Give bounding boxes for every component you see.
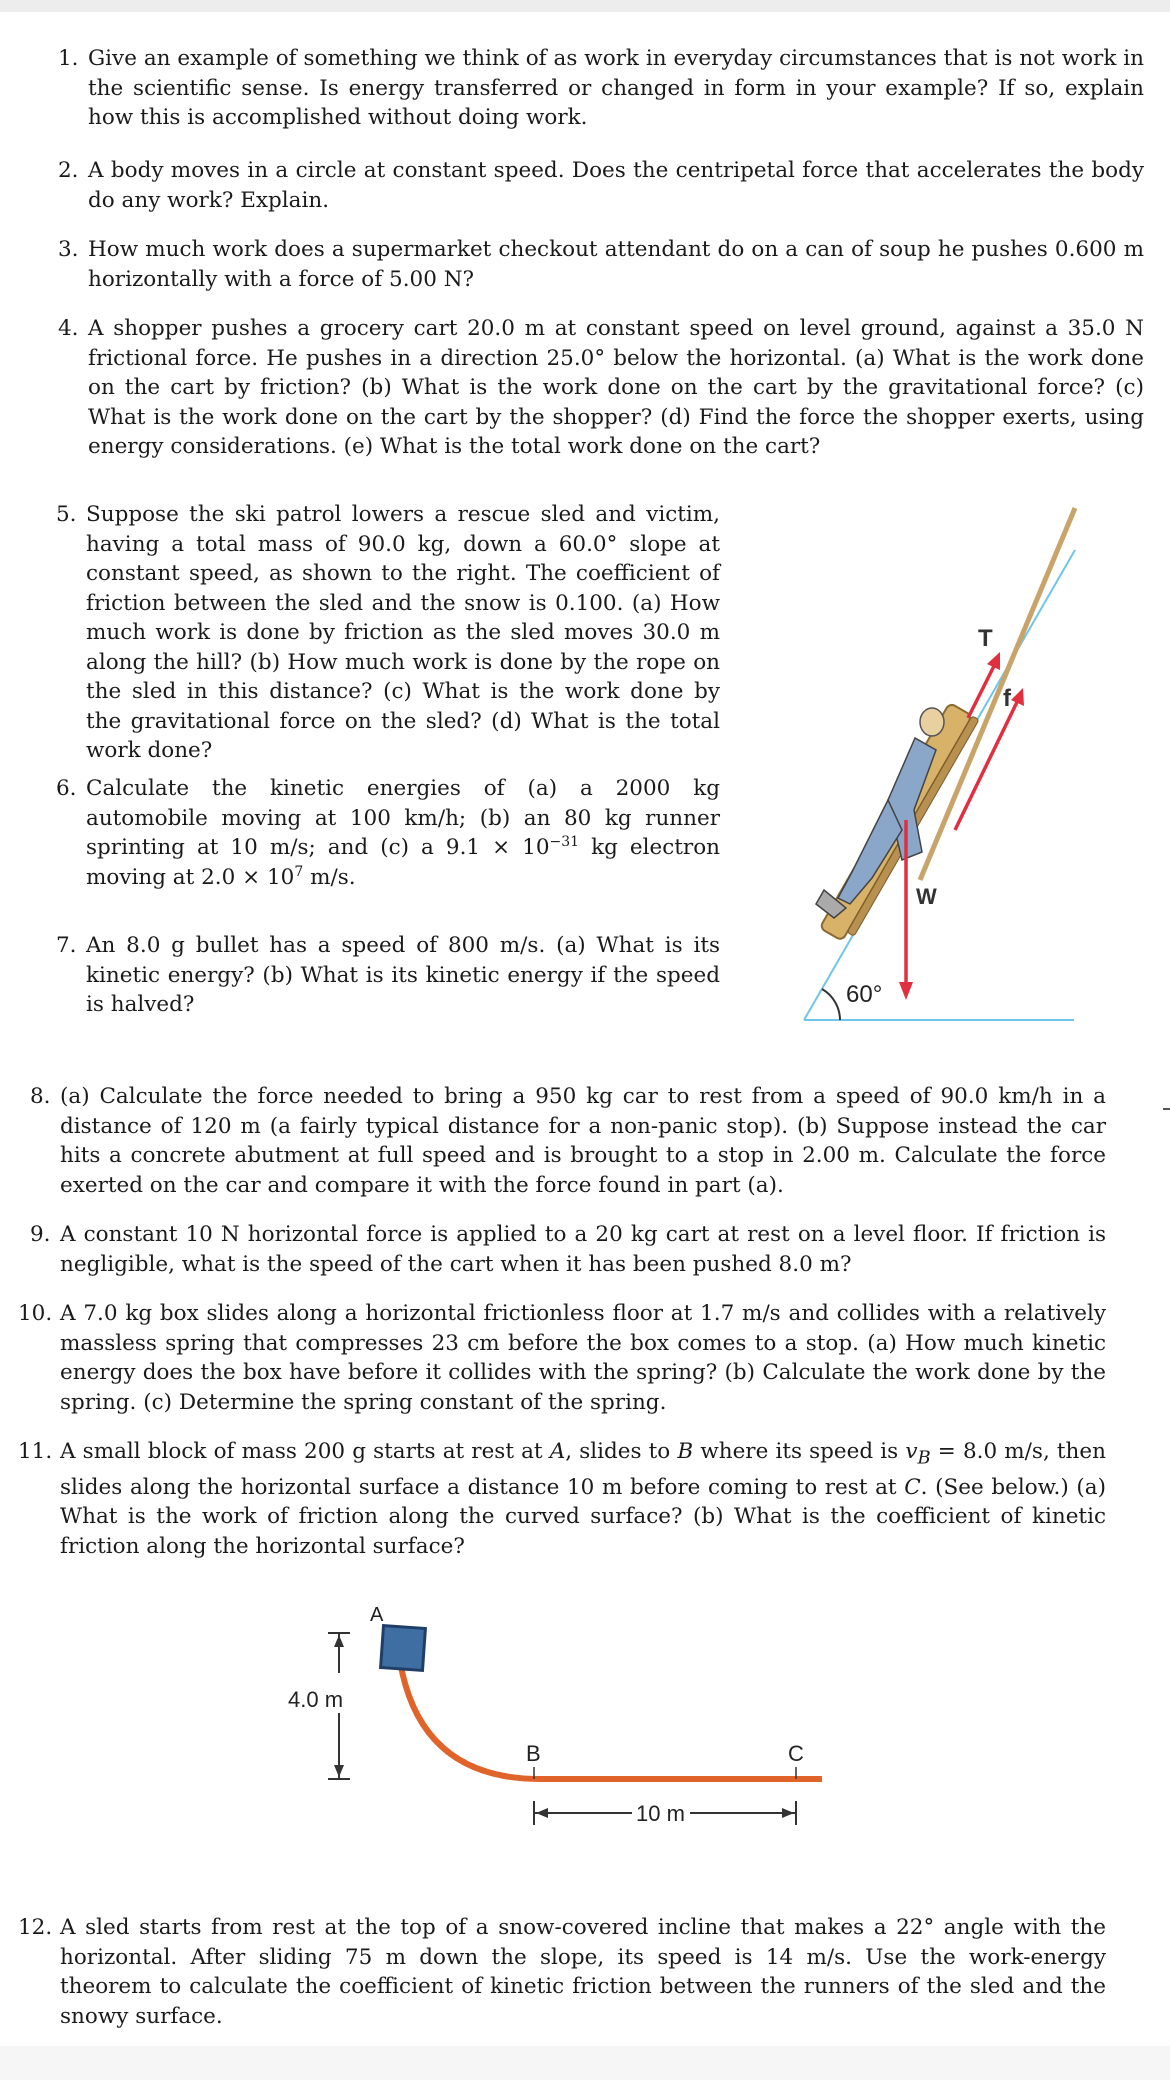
point-c-label: C [788,1741,804,1766]
point-b-label: B [526,1741,541,1766]
height-label: 4.0 m [288,1687,344,1712]
problem-number: 11. [18,1439,53,1464]
block [381,1626,426,1671]
distance-label: 10 m [636,1801,685,1826]
problem-1 [58,44,1144,133]
problem-number: 7. [56,933,77,958]
problem-3 [58,235,1144,294]
problem-text: How much work does a supermarket checkout attendant do on a can of soup he pushes 0.600 m horizontally with a force of 5.00 N? [88,237,1144,292]
problem-number: 6. [56,776,77,801]
curved-track [400,1661,540,1779]
problem-4 [58,314,1144,462]
problem-text: A constant 10 N horizontal force is applied to a 20 kg cart at rest on a level floor. If friction is negligible, what is the speed of the cart when it has been pushed 8.0 m? [60,1222,1106,1277]
problem-text: Give an example of something we think of as work in everyday circumstances that is not work in the scientific sense. Is energy transferred or changed in form in your example? If so, explain how this is accomplished without doing work. [88,46,1144,130]
bottom-bar [0,2046,1170,2080]
problem-8 [30,1082,1106,1200]
problem-12 [18,1913,1106,2031]
problem-text: Suppose the ski patrol lowers a rescue sled and victim, having a total mass of 90.0 kg, down a 60.0° slope at constant speed, as shown to the right. The coefficient of friction between the sled and the snow is 0.100. (a) How much work is done by friction as the sled moves 30.0 m along the hill? (b) How much work is done by the rope on the sled in this distance? (c) What is the work done by the gravitational force on the sled? (d) What is the total work done? [86,502,720,763]
problem-number: 12. [18,1915,53,1940]
height-dim-arrow-down [334,1765,344,1777]
problem-9 [30,1220,1106,1279]
problem-number: 10. [18,1301,53,1326]
angle-label: 60° [846,981,883,1008]
rope [920,508,1075,880]
tension-label: T [978,625,993,652]
problem-text: (a) Calculate the force needed to bring a 950 kg car to rest from a speed of 90.0 km/h in a distance of 120 m (a fairly typical distance for a non-panic stop). (b) Suppose instead the car hits a concrete abutment at full speed and is brought to a stop in 2.00 m. Calculate the force exerted on the car and compare it with the force found in part (a). [60,1084,1106,1198]
problem-text: A sled starts from rest at the top of a snow-covered incline that makes a 22° angle with the horizontal. After sliding 75 m down the slope, its speed is 14 m/s. Use the work-energy theorem to calculate the coefficient of kinetic friction between the runners of the sled and the snowy surface. [60,1915,1106,2029]
problem-number: 8. [30,1084,51,1109]
problem-10 [18,1299,1106,1417]
weight-label: W [916,884,937,909]
problem-text: A body moves in a circle at constant speed. Does the centripetal force that accelerates the body do any work? Explain. [88,158,1144,213]
edge-mark [1163,1108,1170,1110]
problem-text: A shopper pushes a grocery cart 20.0 m at constant speed on level ground, against a 35.0 N frictional force. He pushes in a direction 25.0° below the horizontal. (a) What is the work done on the cart by friction? (b) What is the work done on the cart by the gravitational force? (c) What is the work done on the cart by the shopper? (d) Find the force the shopper exerts, using energy considerations. (e) What is the total work done on the cart? [88,316,1144,459]
problem-number: 3. [58,237,79,262]
problem-7 [56,931,720,1020]
problem-text: A 7.0 kg box slides along a horizontal frictionless floor at 1.7 m/s and collides with a relatively massless spring that compresses 23 cm before the box comes to a stop. (a) How much kinetic energy does the box have before it collides with the spring? (b) Calculate the work done by the spring. (c) Determine the spring constant of the spring. [60,1301,1106,1415]
problem-number: 4. [58,316,79,341]
problem-2 [58,156,1144,215]
friction-label: f [1003,685,1011,712]
problem-number: 9. [30,1222,51,1247]
problem-6 [56,774,720,892]
angle-arc [822,989,840,1020]
distance-dim-arrow-right [782,1808,794,1818]
point-a-label: A [370,1604,384,1626]
distance-dim-arrow-left [536,1808,548,1818]
problem-5 [56,500,720,766]
problem-text: An 8.0 g bullet has a speed of 800 m/s. (a) What is its kinetic energy? (b) What is its kinetic energy if the speed is halved? [86,933,720,1017]
track-figure [270,1595,850,1845]
weight-arrowhead [899,982,913,1000]
problem-11 [18,1437,1106,1561]
problem-text: A small block of mass 200 g starts at rest at A, slides to B where its speed is $v_B = 8.0$ m/s, then slides along the horizontal surface a distance 10 m before coming to rest at C. (See below.) (a) What is the work of friction along the curved surface? (b) What is the coefficient of kinetic friction along the horizontal surface? [60,1439,1106,1559]
sled-slope-figure [790,500,1090,1030]
problem-text: Calculate the kinetic energies of (a) a 2000 kg automobile moving at 100 km/h; (b) an 80 kg runner sprinting at 10 m/s; and (c) a $9.1 \times 10^{-31}$ kg electron moving at $2.0 \times 10^7$ m/s. [86,776,720,890]
top-bar [0,0,1170,12]
problem-number: 2. [58,158,79,183]
problem-number: 1. [58,46,79,71]
height-dim-arrow-up [334,1635,344,1647]
problem-number: 5. [56,502,77,527]
